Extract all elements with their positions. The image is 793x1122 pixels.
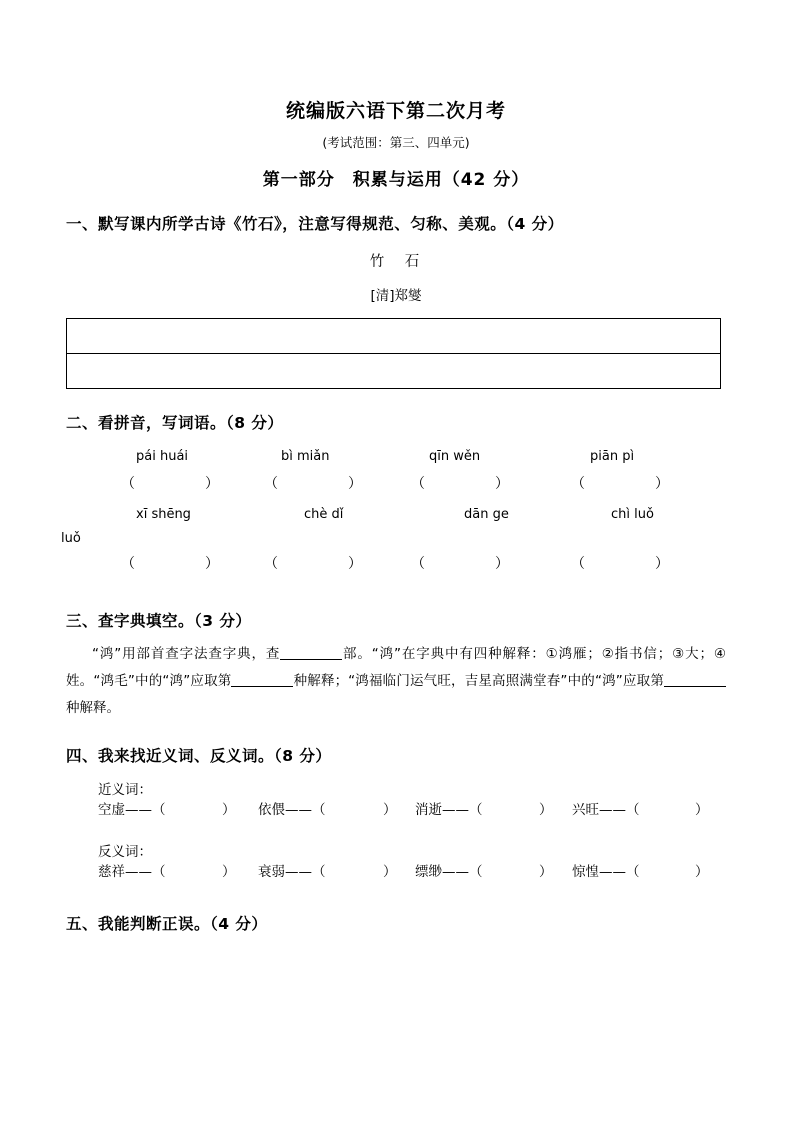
answer-write-box[interactable] [66, 318, 721, 389]
exam-scope-subtitle: (考试范围：第三、四单元) [322, 135, 470, 150]
synonym-item-2-close[interactable]: ） [383, 802, 397, 818]
pinyin-block [61, 449, 726, 587]
antonym-item-2[interactable]: 衰弱——（ [258, 864, 326, 880]
synonym-item-2[interactable]: 依偎——（ [258, 802, 326, 818]
pinyin-2-4: chì luǒ [611, 507, 654, 522]
pinyin-1-1: pái huái [136, 449, 189, 464]
antonym-label: 反义词： [98, 844, 152, 860]
q3-text-b: 部。“鸿”在字典中有四种解释：①鸿雁；②指书信；③大；④姓。“鸿毛”中的“鸿”应取第 [66, 646, 726, 689]
answer-blank-6[interactable]: （ ） [264, 556, 362, 572]
answer-blank-2[interactable]: （ ） [264, 476, 362, 492]
q3-blank-3[interactable] [664, 686, 726, 687]
pinyin-row-1 [66, 449, 726, 473]
q3-text-d: 种解释。 [66, 700, 120, 716]
antonym-row[interactable] [98, 860, 726, 890]
q3-text-a: “鸿”用部首查字法查字典，查 [92, 646, 281, 662]
answer-blank-3[interactable]: （ ） [411, 476, 509, 492]
answer-paren-row-1[interactable] [66, 473, 726, 507]
antonym-item-1[interactable]: 慈祥——（ [98, 864, 166, 880]
antonym-item-1-close[interactable]: ） [222, 864, 236, 880]
synonym-item-4-close[interactable]: ） [695, 802, 709, 818]
question-3-heading: 三、查字典填空。（3 分） [66, 612, 252, 630]
poem-title: 竹 石 [369, 254, 423, 270]
write-line-2[interactable] [67, 354, 720, 388]
antonym-item-3-close[interactable]: ） [539, 864, 553, 880]
answer-blank-8[interactable]: （ ） [571, 556, 669, 572]
pinyin-row-2 [66, 507, 726, 531]
synonym-item-3[interactable]: 消逝——（ [415, 802, 483, 818]
pinyin-1-3: qīn wěn [429, 449, 481, 464]
pinyin-2-2: chè dǐ [304, 507, 344, 522]
poem-author: [清]郑燮 [370, 288, 422, 304]
pinyin-wrap-continuation: luǒ [61, 531, 81, 546]
answer-paren-row-2[interactable] [66, 553, 726, 587]
antonym-item-3[interactable]: 缥缈——（ [415, 864, 483, 880]
question-2-heading: 二、看拼音，写词语。（8 分） [66, 414, 284, 432]
pinyin-1-4: piān pì [590, 449, 635, 464]
question-4-heading: 四、我来找近义词、反义词。（8 分） [66, 747, 332, 765]
q3-blank-1[interactable] [280, 659, 342, 660]
answer-blank-7[interactable]: （ ） [411, 556, 509, 572]
pinyin-2-1: xī shēng [136, 507, 191, 522]
q3-blank-2[interactable] [231, 686, 293, 687]
page-content [61, 96, 726, 934]
pinyin-2-3: dān ge [464, 507, 509, 522]
write-line-1[interactable] [67, 319, 720, 354]
synonym-item-1-close[interactable]: ） [222, 802, 236, 818]
question-1-heading: 一、默写课内所学古诗《竹石》，注意写得规范、匀称、美观。（4 分） [66, 215, 564, 233]
synonym-item-3-close[interactable]: ） [539, 802, 553, 818]
synonym-item-1[interactable]: 空虚——（ [98, 802, 166, 818]
antonym-item-4[interactable]: 惊惶——（ [572, 864, 640, 880]
synonym-label: 近义词： [98, 782, 152, 798]
synonym-row[interactable] [98, 798, 726, 828]
pinyin-1-2: bì miǎn [281, 449, 330, 464]
q3-text-c: 种解释；“鸿福临门运气旺，吉星高照满堂春”中的“鸿”应取第 [293, 673, 664, 689]
part-one-heading: 第一部分 积累与运用（42 分） [262, 170, 530, 190]
page-title: 统编版六语下第二次月考 [285, 100, 506, 122]
question-5-heading: 五、我能判断正误。（4 分） [66, 915, 268, 933]
antonym-item-4-close[interactable]: ） [695, 864, 709, 880]
answer-blank-5[interactable]: （ ） [121, 556, 219, 572]
question-3-body [66, 641, 726, 722]
antonym-item-2-close[interactable]: ） [383, 864, 397, 880]
synonym-item-4[interactable]: 兴旺——（ [572, 802, 640, 818]
answer-blank-1[interactable]: （ ） [121, 476, 219, 492]
answer-blank-4[interactable]: （ ） [571, 476, 669, 492]
